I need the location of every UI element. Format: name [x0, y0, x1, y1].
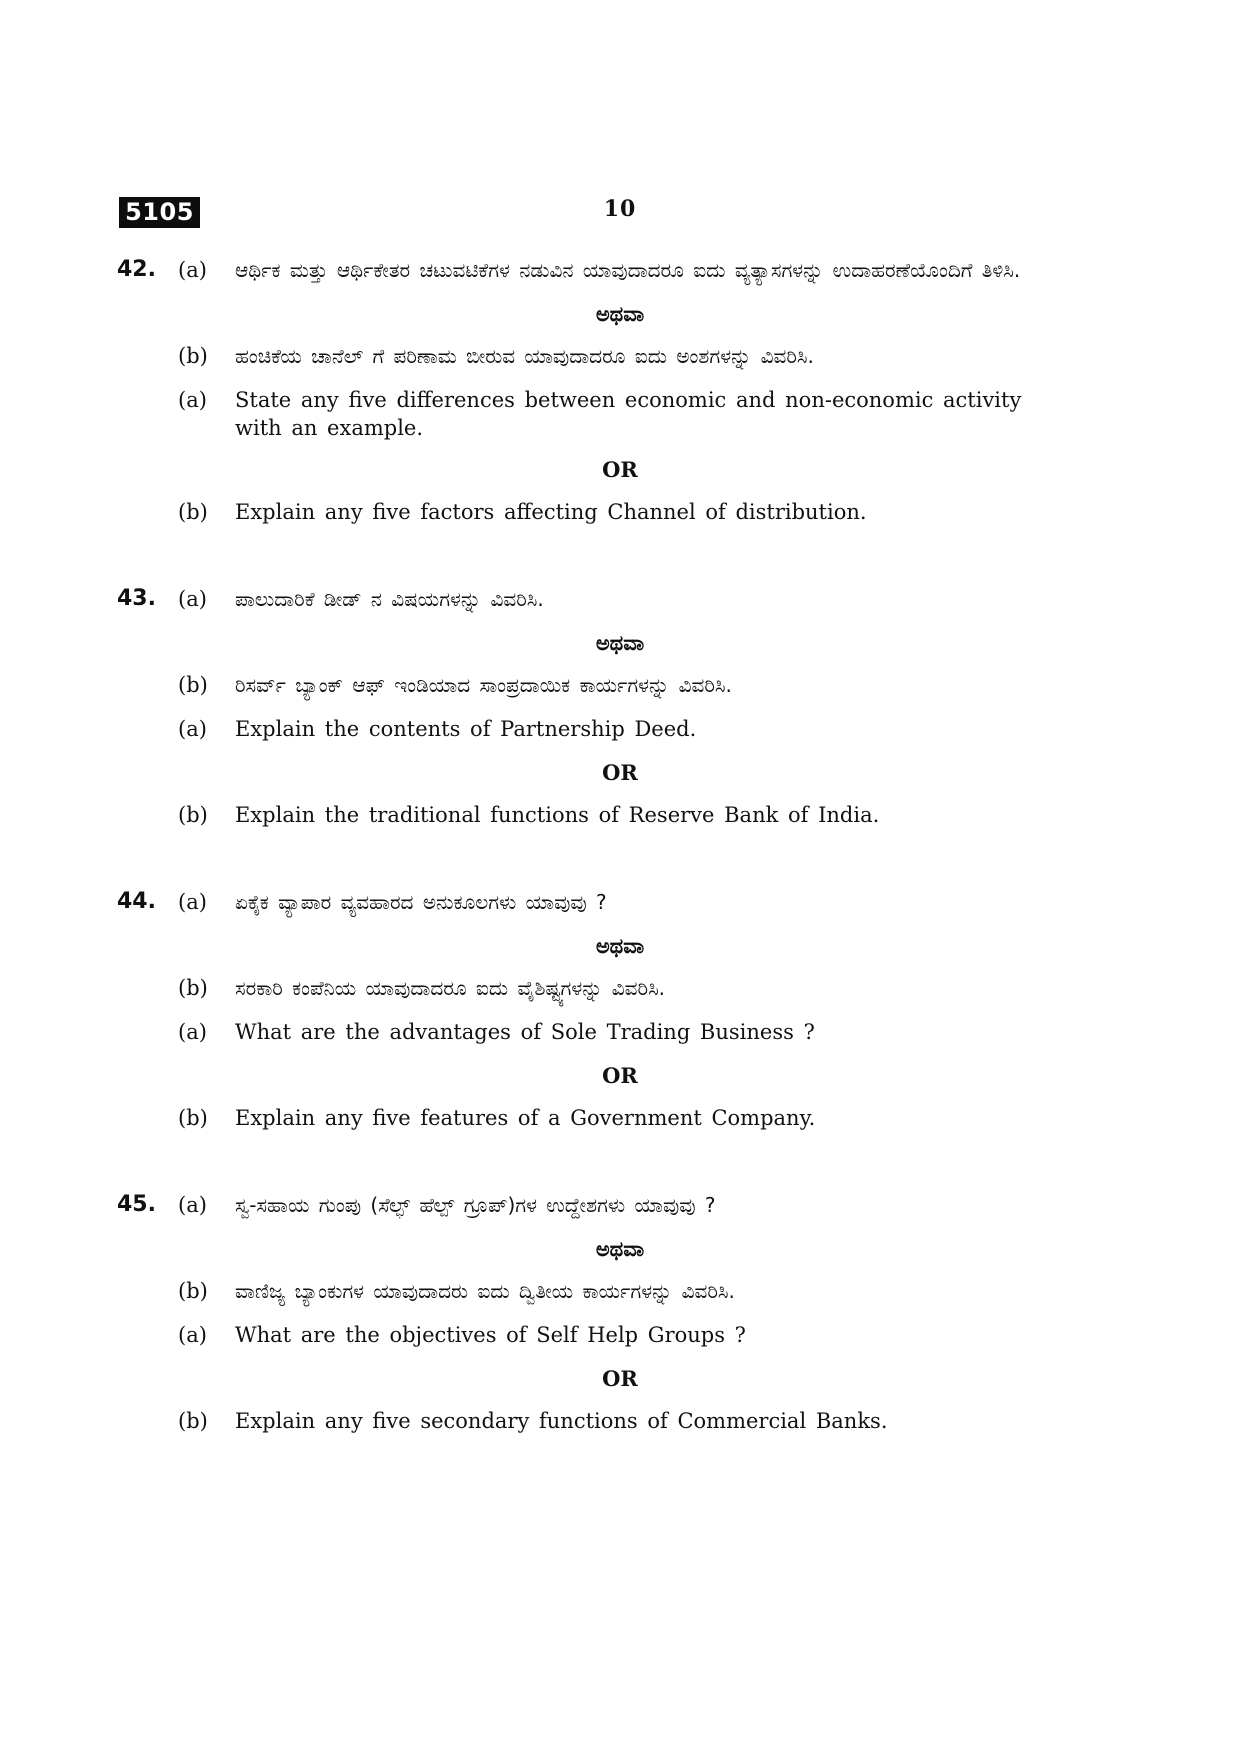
option-b-label: (b)	[178, 1409, 208, 1433]
option-a-label: (a)	[178, 717, 207, 741]
english-option-b: Explain any five factors affecting Channel of distribution.	[235, 500, 867, 524]
english-option-b: Explain the traditional functions of Reserve Bank of India.	[235, 803, 880, 827]
option-b-label: (b)	[178, 344, 208, 368]
english-or-separator: OR	[602, 457, 638, 482]
english-option-a: State any five differences between economic and non-economic activity with an example.	[235, 388, 1022, 440]
option-b-label: (b)	[178, 673, 208, 697]
kannada-option-a: ಸ್ವ-ಸಹಾಯ ಗುಂಪು (ಸೆಲ್ಫ್ ಹೆಲ್ಪ್ ಗ್ರೂಪ್)ಗಳ ಉದ್ದೇಶಗಳು ಯಾವುವು ?	[235, 1193, 716, 1217]
kannada-option-b: ವಾಣಿಜ್ಯ ಬ್ಯಾಂಕುಗಳ ಯಾವುದಾದರು ಐದು ದ್ವಿತೀಯ ಕಾರ್ಯಗಳನ್ನು ವಿವರಿಸಿ.	[235, 1279, 735, 1303]
english-option-a: Explain the contents of Partnership Deed.	[235, 717, 697, 741]
kannada-or-separator: ಅಥವಾ	[595, 301, 645, 326]
question-43	[0, 585, 1240, 831]
option-b-label: (b)	[178, 976, 208, 1000]
question-45	[0, 1191, 1240, 1437]
option-a-label: (a)	[178, 1020, 207, 1044]
page-number: 10	[603, 196, 637, 222]
option-a-label: (a)	[178, 258, 207, 282]
english-or-separator: OR	[602, 1366, 638, 1391]
english-or-separator: OR	[602, 760, 638, 785]
kannada-or-separator: ಅಥವಾ	[595, 1236, 645, 1261]
paper-code-badge: 5105	[119, 197, 200, 228]
kannada-option-a: ಏಕೈಕ ವ್ಯಾಪಾರ ವ್ಯವಹಾರದ ಅನುಕೂಲಗಳು ಯಾವುವು ?	[235, 890, 607, 914]
option-b-label: (b)	[178, 803, 208, 827]
kannada-option-b: ಸರಕಾರಿ ಕಂಪೆನಿಯ ಯಾವುದಾದರೂ ಐದು ವೈಶಿಷ್ಟ್ಯಗಳನ್ನು ವಿವರಿಸಿ.	[235, 976, 666, 1000]
english-option-b: Explain any five features of a Government Company.	[235, 1106, 816, 1130]
option-b-label: (b)	[178, 500, 208, 524]
english-or-separator: OR	[602, 1063, 638, 1088]
kannada-option-b: ರಿಸರ್ವ್ ಬ್ಯಾಂಕ್ ಆಫ್ ಇಂಡಿಯಾದ ಸಾಂಪ್ರದಾಯಿಕ ಕಾರ್ಯಗಳನ್ನು ವಿವರಿಸಿ.	[235, 673, 732, 697]
option-a-label: (a)	[178, 1323, 207, 1347]
question-number: 42.	[117, 257, 156, 282]
option-a-label: (a)	[178, 388, 207, 412]
option-b-label: (b)	[178, 1279, 208, 1303]
kannada-option-b: ಹಂಚಿಕೆಯ ಚಾನೆಲ್ ಗೆ ಪರಿಣಾಮ ಬೀರುವ ಯಾವುದಾದರೂ ಐದು ಅಂಶಗಳನ್ನು ವಿವರಿಸಿ.	[235, 344, 814, 368]
english-option-a: What are the advantages of Sole Trading Business ?	[235, 1020, 815, 1044]
question-number: 43.	[117, 586, 156, 611]
english-option-b: Explain any five secondary functions of Commercial Banks.	[235, 1409, 888, 1433]
option-a-label: (a)	[178, 890, 207, 914]
question-44	[0, 888, 1240, 1134]
option-a-label: (a)	[178, 587, 207, 611]
kannada-or-separator: ಅಥವಾ	[595, 933, 645, 958]
question-number: 44.	[117, 889, 156, 914]
option-b-label: (b)	[178, 1106, 208, 1130]
option-a-label: (a)	[178, 1193, 207, 1217]
kannada-or-separator: ಅಥವಾ	[595, 630, 645, 655]
question-number: 45.	[117, 1192, 156, 1217]
questions-list	[0, 256, 1240, 1437]
question-42	[0, 256, 1240, 528]
english-option-a: What are the objectives of Self Help Groups ?	[235, 1323, 746, 1347]
kannada-option-a: ಆರ್ಥಿಕ ಮತ್ತು ಆರ್ಥಿಕೇತರ ಚಟುವಟಿಕೆಗಳ ನಡುವಿನ ಯಾವುದಾದರೂ ಐದು ವ್ಯತ್ಯಾಸಗಳನ್ನು ಉದಾಹರಣೆಯೊಂದಿಗೆ ತಿಳಿಸಿ.	[235, 258, 1021, 282]
kannada-option-a: ಪಾಲುದಾರಿಕೆ ಡೀಡ್ ನ ವಿಷಯಗಳನ್ನು ವಿವರಿಸಿ.	[235, 587, 544, 611]
